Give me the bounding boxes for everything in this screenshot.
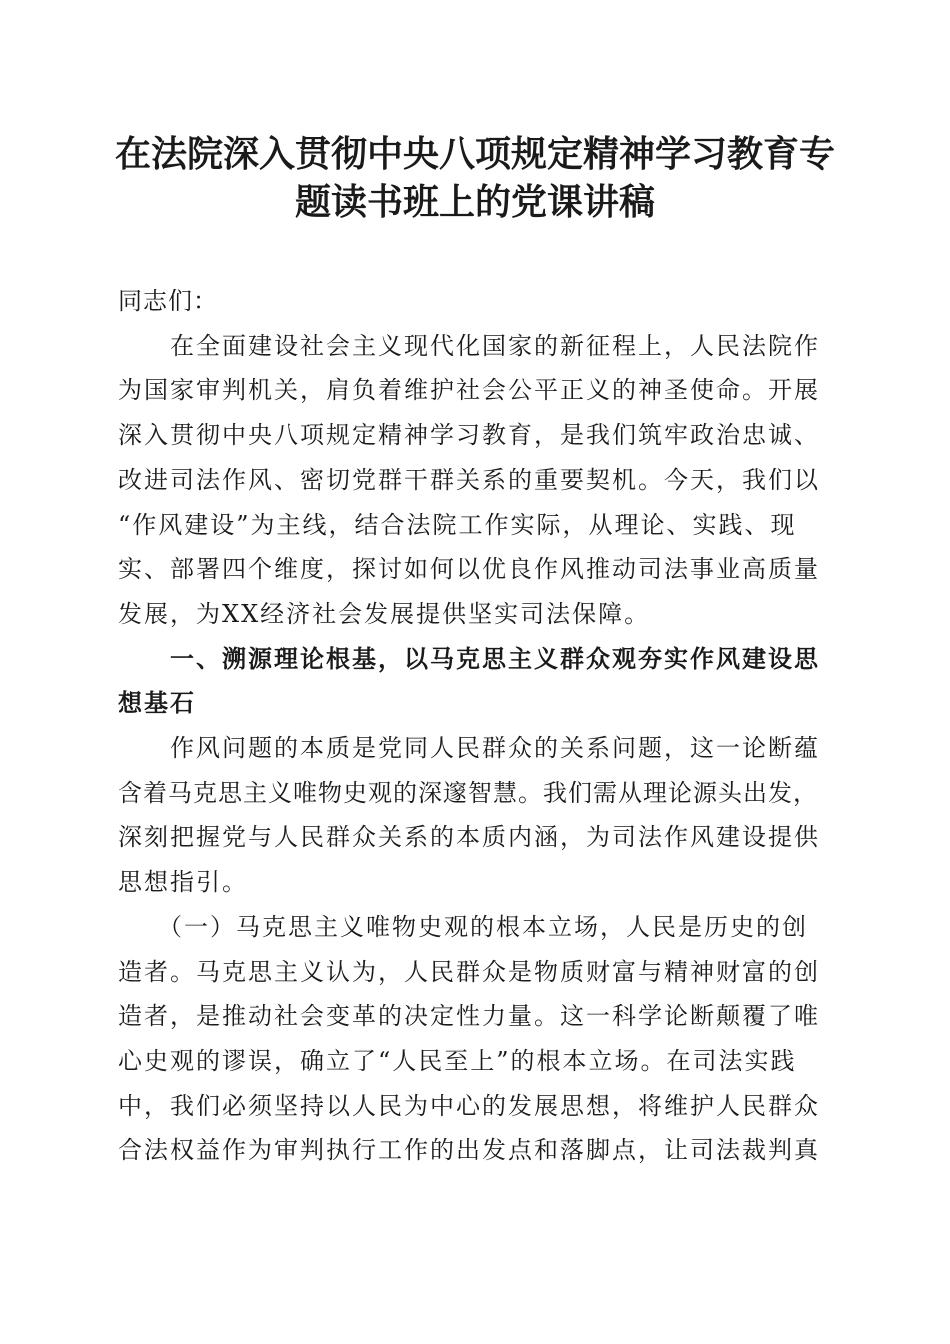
paragraph-line: 含着马克思主义唯物史观的深邃智慧。我们需从理论源头出发， [118, 778, 818, 807]
paragraph-line: 改进司法作风、密切党群干群关系的重要契机。今天，我们以 [118, 465, 820, 494]
document-body [118, 279, 833, 1173]
subsection-1-paragraph [118, 905, 833, 1173]
paragraph-line: 在全面建设社会主义现代化国家的新征程上，人民法院作 [118, 331, 820, 360]
document-title [100, 130, 850, 226]
paragraph-line: 深入贯彻中央八项规定精神学习教育，是我们筑牢政治忠诚、 [118, 421, 820, 450]
paragraph-line: 实、部署四个维度，探讨如何以优良作风推动司法事业高质量 [118, 555, 820, 584]
paragraph-line: 合法权益作为审判执行工作的出发点和落脚点，让司法裁判真 [118, 1136, 820, 1165]
paragraph-line: 为国家审判机关，肩负着维护社会公平正义的神圣使命。开展 [118, 376, 820, 405]
section-heading-1 [118, 637, 833, 726]
paragraph-line: “作风建设”为主线，结合法院工作实际，从理论、实践、现 [118, 510, 797, 539]
paragraph-line: 造者。马克思主义认为，人民群众是物质财富与精神财富的创 [118, 957, 820, 986]
paragraph-line: 心史观的谬误，确立了“人民至上”的根本立场。在司法实践 [118, 1046, 797, 1075]
paragraph-line: 中，我们必须坚持以人民为中心的发展思想，将维护人民群众 [118, 1091, 820, 1120]
salutation [118, 279, 833, 324]
heading-line: 一、溯源理论根基，以马克思主义群众观夯实作风建设思 [118, 644, 820, 673]
intro-paragraph [118, 324, 833, 637]
heading-line: 想基石 [118, 689, 196, 718]
title-line: 题读书班上的党课讲稿 [294, 181, 655, 223]
section1-paragraph [118, 726, 833, 905]
title-line: 在法院深入贯彻中央八项规定精神学习教育专 [114, 133, 835, 175]
paragraph-line: （一）马克思主义唯物史观的根本立场，人民是历史的创 [118, 912, 808, 941]
paragraph-line: 思想指引。 [118, 868, 248, 897]
paragraph-line: 作风问题的本质是党同人民群众的关系问题，这一论断蕴 [118, 734, 820, 763]
paragraph-line: 造者，是推动社会变革的决定性力量。这一科学论断颠覆了唯 [118, 1002, 820, 1031]
salutation-line: 同志们： [118, 287, 218, 315]
paragraph-line: 发展，为XX经济社会发展提供坚实司法保障。 [118, 599, 651, 628]
paragraph-line: 深刻把握党与人民群众关系的本质内涵，为司法作风建设提供 [118, 823, 820, 852]
